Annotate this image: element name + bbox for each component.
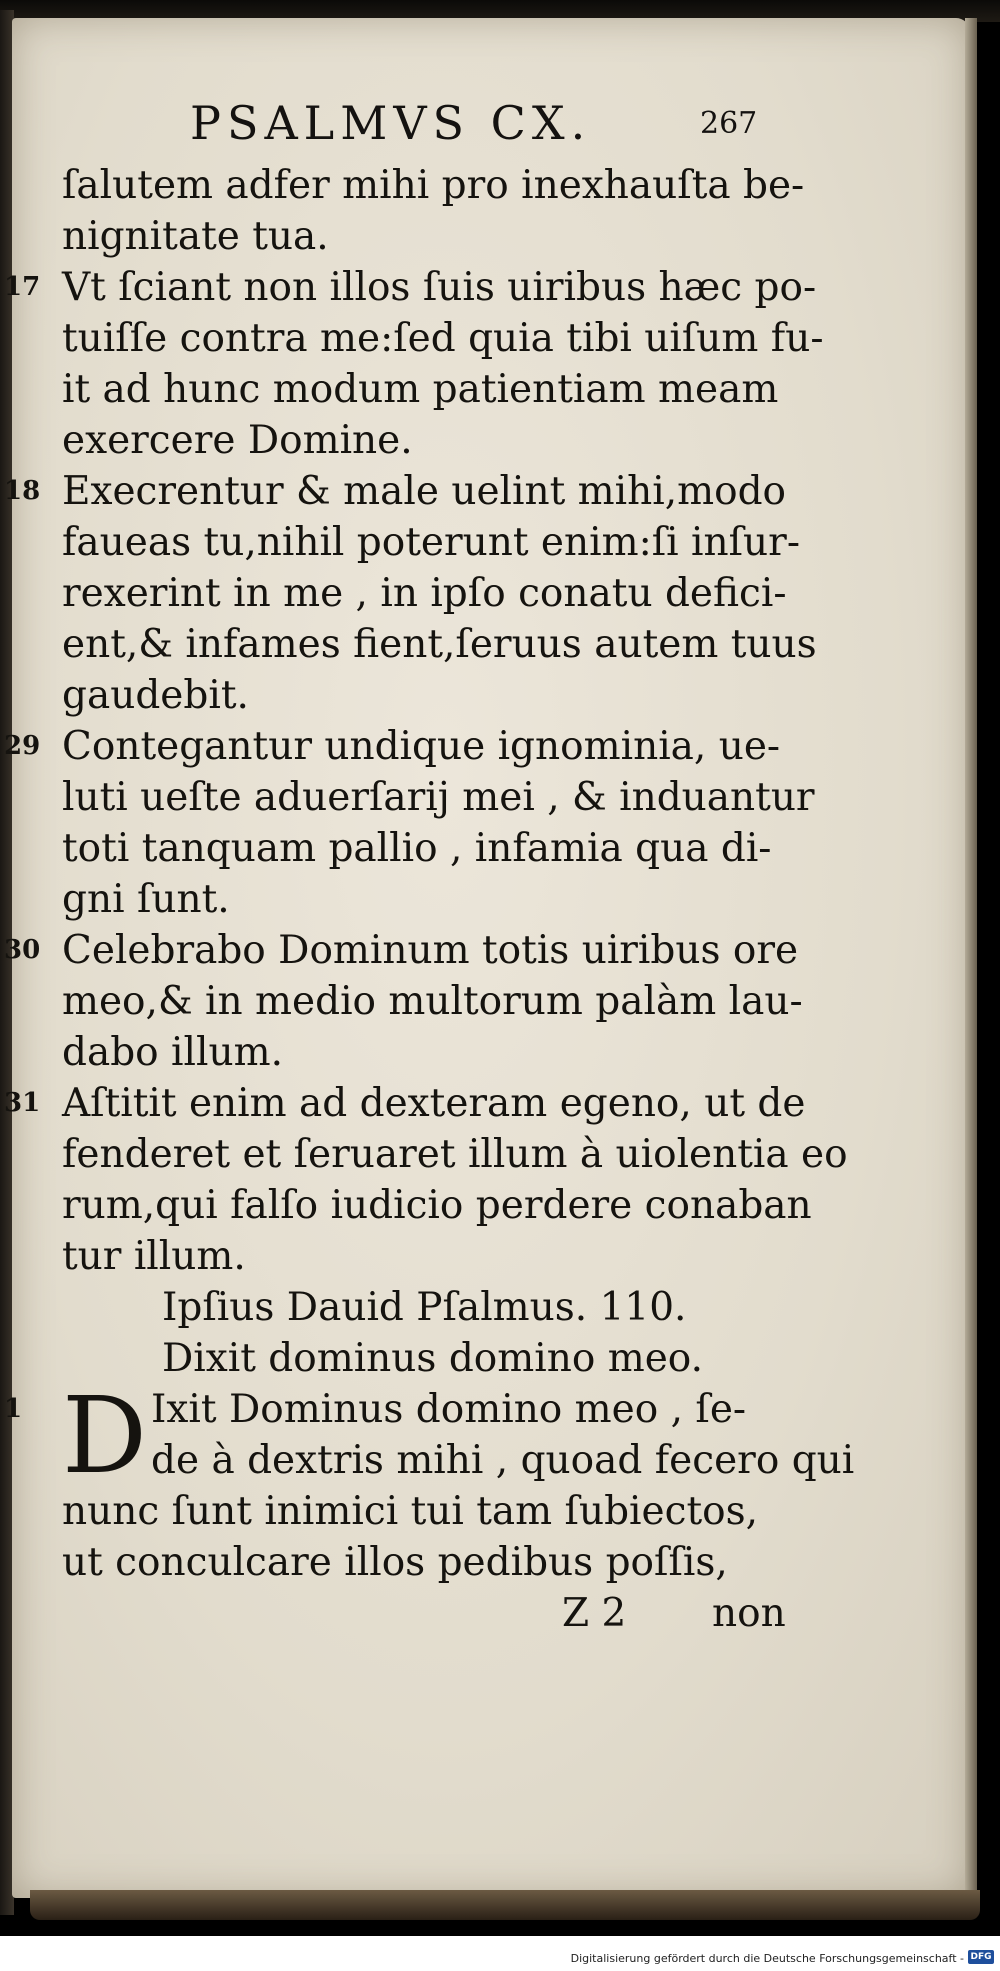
verse-text: Execrentur & male uelint mihi,modo <box>62 469 787 514</box>
psalm-110-verse-1 <box>4 1374 855 1497</box>
text-line: luti ueſte aduerſarij mei , & induantur <box>62 775 815 820</box>
text-line: toti tanquam pallio , infamia qua di- <box>62 826 772 871</box>
text-line: tuiſſe contra me:ſed quia tibi uiſum fu- <box>62 316 824 361</box>
text-line: nignitate tua. <box>62 214 329 259</box>
text-line: Ixit Dominus domino meo , ſe- <box>151 1387 747 1432</box>
verse-number: 18 <box>4 476 41 506</box>
verse-number: 17 <box>4 272 41 302</box>
verse-number: 29 <box>4 731 41 761</box>
text-line: dabo illum. <box>62 1030 283 1075</box>
text-line: fenderet et ſeruaret illum à uiolentia eo <box>62 1132 848 1177</box>
text-line: exercere Domine. <box>62 418 413 463</box>
page-bottom-edge <box>30 1890 980 1920</box>
text-line: de à dextris mihi , quoad fecero qui <box>151 1438 855 1483</box>
drop-cap: D <box>62 1374 147 1497</box>
text-line: tur illum. <box>62 1234 246 1279</box>
verse-text: Vt ſciant non illos ſuis uiribus hæc po- <box>62 265 817 310</box>
text-line <box>4 262 817 313</box>
text-line: it ad hunc modum patientiam meam <box>62 367 779 412</box>
dfg-logo-icon: DFG <box>968 1950 994 1964</box>
text-line <box>4 1078 806 1129</box>
text-line <box>4 925 802 976</box>
text-line: ent,& infames fient,ſeruus autem tuus <box>62 622 817 667</box>
text-line: ut conculcare illos pedibus poſſis, <box>62 1540 728 1585</box>
signature-mark: Z 2 <box>562 1591 627 1636</box>
text-line: ſalutem adfer mihi pro inexhauſta be- <box>62 163 805 208</box>
catchword: non <box>712 1591 786 1636</box>
verse-text: Contegantur undique ignominia, ue- <box>62 724 781 769</box>
text-line: rexerint in me , in ipſo conatu defici- <box>62 571 787 616</box>
text-line: meo,& in medio multorum palàm lau- <box>62 979 803 1024</box>
page-number: 267 <box>700 106 758 141</box>
text-line: faueas tu,nihil poterunt enim:ſi inſur- <box>62 520 800 565</box>
verse-text: Aſtitit enim ad dexteram egeno, ut de <box>62 1081 806 1126</box>
psalm-title: Ipſius Dauid Pſalmus. 110. <box>162 1285 687 1330</box>
psalm-text <box>4 160 855 1639</box>
verse-text: Celebrabo Dominum totis uiribus ore <box>62 928 799 973</box>
text-line <box>4 466 802 517</box>
funding-credit: Digitalisierung gefördert durch die Deutsche Forschungsgemeinschaft - <box>570 1952 964 1965</box>
text-line <box>4 721 802 772</box>
running-title: PSALMVS CX. <box>190 96 592 150</box>
verse-number: 31 <box>4 1088 41 1118</box>
verse-number: 30 <box>4 935 41 965</box>
text-line: nunc ſunt inimici tui tam ſubiectos, <box>62 1489 759 1534</box>
text-line: gaudebit. <box>62 673 249 718</box>
page-foot <box>62 1588 802 1639</box>
verse-number: 1 <box>4 1394 23 1424</box>
psalm-incipit: Dixit dominus domino meo. <box>162 1336 703 1381</box>
text-line: rum,qui falſo iudicio perdere conaban <box>62 1183 812 1228</box>
page-edge <box>965 18 977 1898</box>
text-line: gni ſunt. <box>62 877 230 922</box>
page-header <box>0 96 1000 156</box>
